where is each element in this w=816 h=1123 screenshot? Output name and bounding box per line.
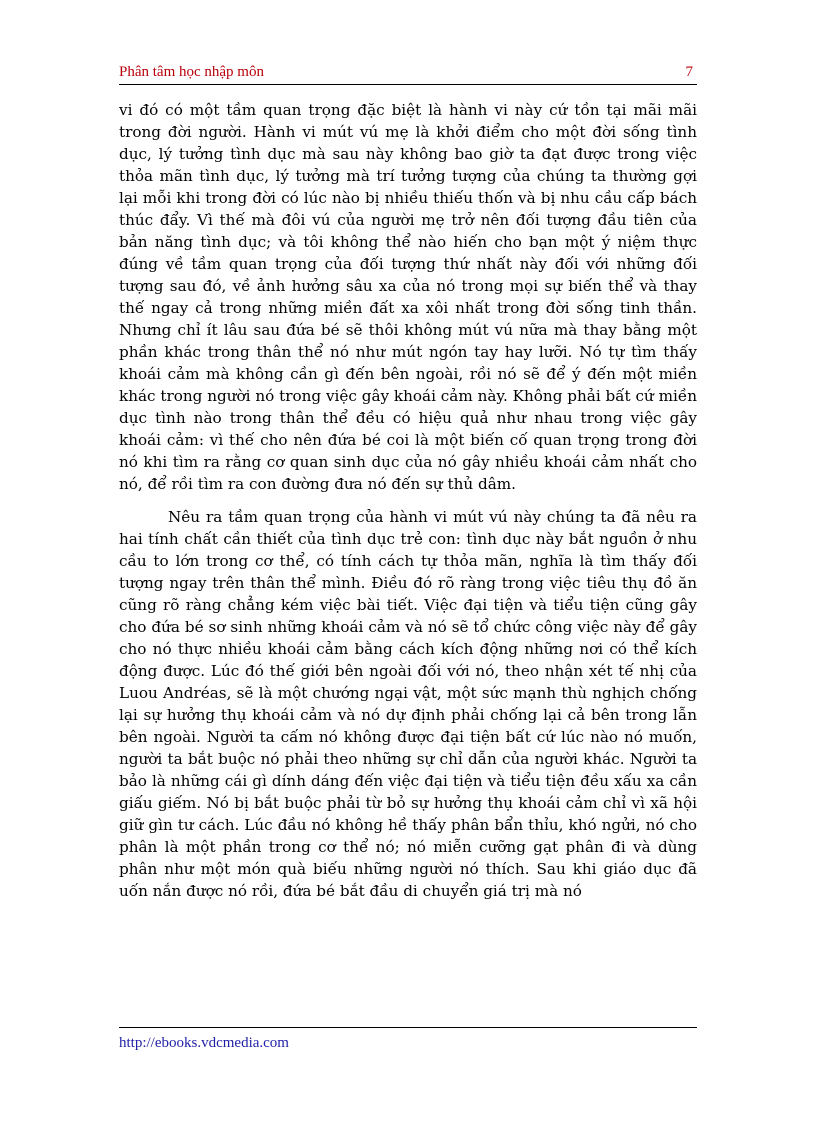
page-body — [119, 99, 697, 902]
running-header — [119, 64, 697, 85]
book-title: Phân tâm học nhập môn — [119, 64, 264, 80]
paragraph-continuation: vi đó có một tầm quan trọng đặc biệt là hành vi này cứ tồn tại mãi mãi trong đời người. Hành vi mút vú mẹ là khởi điểm cho một đời sống tình dục, lý tưởng tình dục mà sau này không bao giờ ta đạt được trong việc thỏa mãn tình dục, lý tưởng mà trí tưởng tượng của chúng ta thường gợi lại mỗi khi trong đời có lúc nào bị nhiều thiếu thốn và bị nhu cầu cấp bách thúc đẩy. Vì thế mà đôi vú của người mẹ trở nên đối tượng đầu tiên của bản năng tình dục; và tôi không thể nào hiến cho bạn một ý niệm thực đúng về tầm quan trọng của đối tượng thứ nhất này đối với những đối tượng sau đó, về ảnh hưởng sâu xa của nó trong mọi sự biến thể và thay thế ngay cả trong những miền đất xa xôi nhất trong đời sống tinh thần. Nhưng chỉ ít lâu sau đứa bé sẽ thôi không mút vú nữa mà thay bằng một phần khác trong thân thể nó như mút ngón tay hay lưỡi. Nó tự tìm thấy khoái cảm mà không cần gì đến bên ngoài, rồi nó sẽ để ý đến một miền khác trong người nó trong việc gây khoái cảm này. Không phải bất cứ miền dục tình nào trong thân thể đều có hiệu quả như nhau trong việc gây khoái cảm: vì thế cho nên đứa bé coi là một biến cố quan trọng trong đời nó khi tìm ra rằng cơ quan sinh dục của nó gây nhiều khoái cảm nhất cho nó, để rồi tìm ra con đường đưa nó đến sự thủ dâm. — [119, 101, 697, 493]
page-footer — [119, 1027, 697, 1052]
paragraph: Nêu ra tầm quan trọng của hành vi mút vú này chúng ta đã nêu ra hai tính chất cần thiết của tình dục trẻ con: tình dục này bắt nguồn ở nhu cầu to lớn trong cơ thể, có tính cách tự thỏa mãn, nghĩa là tìm thấy đối tượng ngay trên thân thể mình. Điều đó rõ ràng trong việc tiêu thụ đồ ăn cũng rõ ràng chẳng kém việc bài tiết. Việc đại tiện và tiểu tiện cũng gây cho đứa bé sơ sinh những khoái cảm và nó sẽ tổ chức công việc này để gây cho nó thực nhiều khoái cảm bằng cách kích động những nơi có thể kích động được. Lúc đó thế giới bên ngoài đối với nó, theo nhận xét tế nhị của Luou Andréas, sẽ là một chướng ngại vật, một sức mạnh thù nghịch chống lại sự hưởng thụ khoái cảm và nó dự định phải chống lại cả bên trong lẫn bên ngoài. Người ta cấm nó không được đại tiện bất cứ lúc nào nó muốn, người ta bắt buộc nó phải theo những sự chỉ dẫn của người khác. Người ta bảo là những cái gì dính dáng đến việc đại tiện và tiểu tiện đều xấu xa cần giấu giếm. Nó bị bắt buộc phải từ bỏ sự hưởng thụ khoái cảm chỉ vì xã hội giữ gìn tư cách. Lúc đầu nó không hề thấy phân bẩn thỉu, khó ngửi, nó cho phân là một phần trong cơ thể nó; nó miễn cưỡng gạt phân đi và dùng phân như một món quà biếu những người nó thích. Sau khi giáo dục đã uốn nắn được nó rồi, đứa bé bắt đầu di chuyển giá trị mà nó — [119, 508, 697, 900]
page-number: 7 — [685, 64, 693, 80]
source-link[interactable]: http://ebooks.vdcmedia.com — [119, 1035, 289, 1051]
